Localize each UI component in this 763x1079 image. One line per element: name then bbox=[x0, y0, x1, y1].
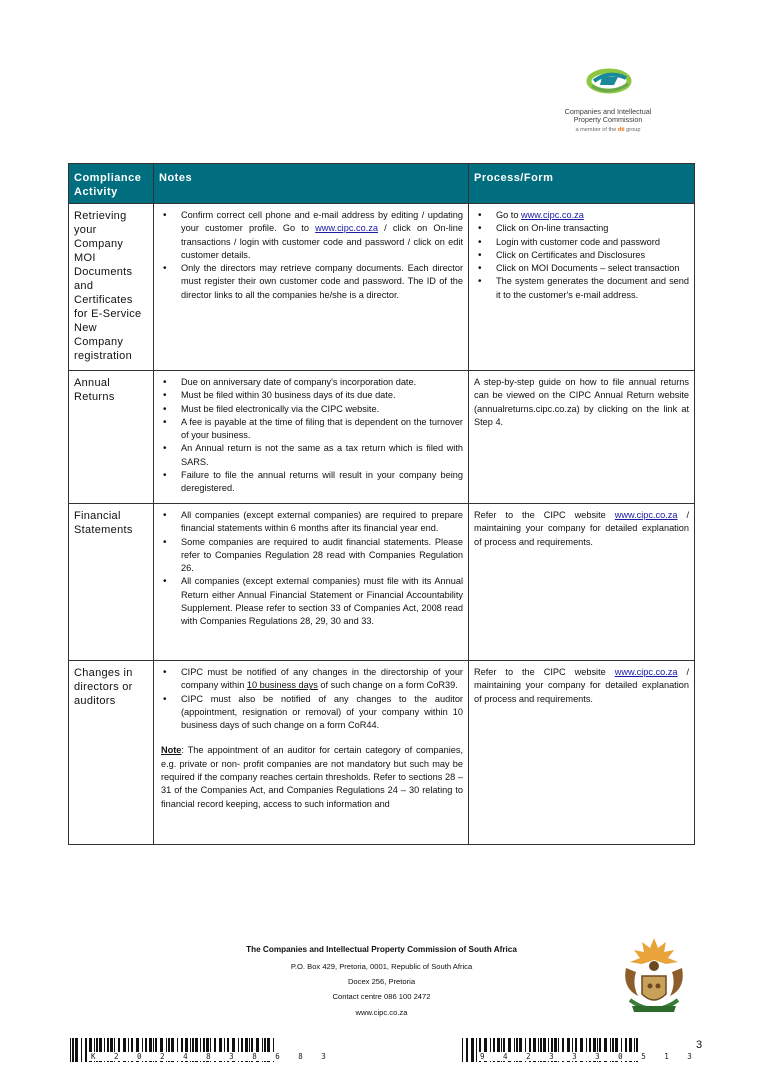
activity-cell: Annual Returns bbox=[69, 371, 154, 504]
list-item: • The system generates the document and send it to the customer's e-mail address. bbox=[474, 275, 689, 302]
logo-tagline: a member of the dti group bbox=[575, 127, 641, 133]
cipc-link[interactable]: www.cipc.co.za bbox=[614, 510, 678, 520]
notes-cell bbox=[154, 661, 469, 845]
list-item: • Click on Certificates and Disclosures bbox=[474, 249, 689, 262]
footer-org: The Companies and Intellectual Property Commission of South Africa bbox=[246, 945, 517, 954]
list-item: • A fee is payable at the time of filing that is dependent on the turnover of your business. bbox=[159, 416, 463, 443]
list-item: • Click on MOI Documents – select transaction bbox=[474, 262, 689, 275]
list-item: • Click on On-line transacting bbox=[474, 222, 689, 235]
activity-cell: Retrieving your Company MOI Documents and Certificates for E-Service New Company registration bbox=[69, 204, 154, 371]
header-process-form: Process/Form bbox=[469, 164, 695, 204]
cipc-link[interactable]: www.cipc.co.za bbox=[521, 210, 584, 220]
barcode-bar bbox=[72, 1038, 74, 1062]
cipc-logo bbox=[540, 48, 676, 148]
list-item: • Due on anniversary date of company's incorporation date. bbox=[159, 376, 463, 389]
list-item: • Some companies are required to audit financial statements. Please refer to Companies Regulation 28 read with Companies Regulation 26. bbox=[159, 536, 463, 576]
list-item: • CIPC must be notified of any changes in the directorship of your company within 10 business days of such change on a form CoR39. bbox=[159, 666, 463, 693]
process-cell bbox=[469, 371, 695, 504]
header-compliance-activity: Compliance Activity bbox=[69, 164, 154, 204]
barcode-right-digits: 9 4 2 3 3 3 0 5 1 3 bbox=[480, 1052, 699, 1061]
list-item: • Must be filed electronically via the CIPC website. bbox=[159, 403, 463, 416]
barcode-bar bbox=[476, 1038, 477, 1062]
list-item: • Only the directors may retrieve company documents. Each director must register their own customer code and password. The ID of the director links to all the companies he/she is a director. bbox=[159, 262, 463, 302]
process-text: A step-by-step guide on how to file annual returns can be viewed on the CIPC Annual Return website (annualreturns.cipc.co.za) by clicking on the link at Step 4. bbox=[474, 377, 689, 427]
barcode-left-digits: K 2 0 2 4 8 3 8 6 8 3 bbox=[91, 1052, 333, 1061]
footer-contact: Contact centre 086 100 2472 bbox=[332, 992, 431, 1001]
activity-cell: Financial Statements bbox=[69, 504, 154, 661]
notes-cell bbox=[154, 371, 469, 504]
table-header-row bbox=[69, 164, 695, 204]
cipc-link[interactable]: www.cipc.co.za bbox=[315, 223, 378, 234]
list-item: • Confirm correct cell phone and e-mail address by editing / updating your customer profile. Go to www.cipc.co.za / click on On-line transactions / login with customer code and password / click on edit customer details. bbox=[159, 209, 463, 262]
cipc-swirl-icon bbox=[584, 66, 634, 102]
list-item: • All companies (except external companies) are required to prepare financial statements within 6 months after its financial year end. bbox=[159, 509, 463, 536]
list-item: • Go to www.cipc.co.za bbox=[474, 209, 689, 222]
footer-docex: Docex 256, Pretoria bbox=[347, 977, 416, 986]
table-row bbox=[69, 204, 695, 371]
footer-address: P.O. Box 429, Pretoria, 0001, Republic of South Africa bbox=[290, 962, 473, 971]
note-paragraph: Note: The appointment of an auditor for certain category of companies, e.g. private or non- profit companies are not mandatory but such may be required if the company reaches certain thresholds. Refer to sections 28 – 31 of the Companies Act, and Companies Regulations 24 – 30 relating to financial record keeping, access to such information and bbox=[161, 745, 463, 809]
list-item: • Login with customer code and password bbox=[474, 236, 689, 249]
barcode-bar bbox=[81, 1038, 82, 1062]
process-cell bbox=[469, 661, 695, 845]
coat-of-arms-icon bbox=[618, 934, 690, 1024]
barcode-bar bbox=[70, 1038, 71, 1062]
notes-cell bbox=[154, 204, 469, 371]
page-number: 3 bbox=[696, 1039, 703, 1051]
list-item: • Failure to file the annual returns will result in your company being deregistered. bbox=[159, 469, 463, 496]
list-item: • Must be filed within 30 business days of its due date. bbox=[159, 389, 463, 402]
footer-web: www.cipc.co.za bbox=[355, 1008, 408, 1017]
list-item: • All companies (except external companies) must file with its Annual Return either Annual Financial Statement or Financial Accountability Supplement. Please refer to section 33 of Companies Act, 2008 read with Companies Regulations 28, 29, 30 and 33. bbox=[159, 575, 463, 628]
compliance-table bbox=[68, 163, 695, 845]
barcode-bar bbox=[85, 1038, 87, 1062]
barcode-bar bbox=[466, 1038, 468, 1062]
notes-cell bbox=[154, 504, 469, 661]
table-row bbox=[69, 661, 695, 845]
barcode-bar bbox=[471, 1038, 474, 1062]
process-text: Refer to the CIPC website www.cipc.co.za / maintaining your company for detailed explanation of process and requirements. bbox=[474, 510, 690, 547]
cipc-link[interactable]: www.cipc.co.za bbox=[614, 667, 678, 677]
header-notes: Notes bbox=[154, 164, 469, 204]
list-item: • An Annual return is not the same as a tax return which is filed with SARS. bbox=[159, 442, 463, 469]
process-cell bbox=[469, 504, 695, 661]
logo-line2: Property Commission bbox=[573, 115, 643, 124]
process-text: Refer to the CIPC website www.cipc.co.za / maintaining your company for detailed explanation of process and requirements. bbox=[474, 667, 690, 704]
logo-line1: Companies and Intellectual bbox=[564, 107, 652, 116]
barcode-bar bbox=[462, 1038, 463, 1062]
table-row bbox=[69, 371, 695, 504]
table-row bbox=[69, 504, 695, 661]
barcode-bar bbox=[75, 1038, 78, 1062]
list-item: • CIPC must also be notified of any changes to the auditor (appointment, resignation or removal) of your company within 10 business days of such change on a form CoR44. bbox=[159, 693, 463, 733]
process-cell bbox=[469, 204, 695, 371]
activity-cell: Changes in directors or auditors bbox=[69, 661, 154, 845]
